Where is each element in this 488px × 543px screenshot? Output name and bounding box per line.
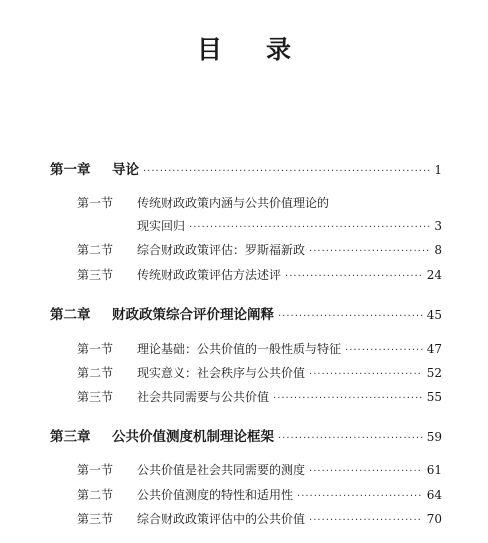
page-number: 55 (426, 390, 442, 404)
section-label: 第二节 (77, 366, 114, 380)
dot-leader (278, 433, 423, 444)
page-number: 24 (426, 268, 442, 282)
section-title: 理论基础：公共价值的一般性质与特征 (137, 342, 342, 356)
section-entry[interactable] (77, 194, 442, 211)
page-number: 52 (426, 366, 442, 380)
dot-leader (309, 466, 423, 477)
chapter-label: 第一章 (50, 162, 91, 178)
page-number: 64 (426, 488, 442, 502)
chapter-label: 第三章 (50, 429, 91, 445)
section-title: 现实意义：社会秩序与公共价值 (137, 366, 306, 380)
page-number: 61 (426, 463, 442, 477)
section-title: 公共价值测度的特性和适用性 (137, 488, 294, 502)
section-title: 传统财政政策评估方法述评 (137, 268, 282, 282)
dot-leader (278, 311, 423, 322)
toc-title-char-2: 录 (266, 35, 292, 64)
section-title: 综合财政政策评估中的公共价值 (137, 512, 306, 526)
section-entry[interactable] (77, 241, 442, 258)
chapter-entry[interactable] (50, 425, 442, 445)
chapter-label: 第二章 (50, 307, 91, 323)
section-entry[interactable] (77, 461, 442, 478)
page-number: 47 (426, 342, 442, 356)
section-label: 第一节 (77, 463, 114, 477)
section-label: 第一节 (77, 342, 114, 356)
dot-leader (309, 515, 423, 526)
dot-leader (309, 369, 423, 380)
dot-leader (297, 491, 423, 502)
section-title: 社会共同需要与公共价值 (137, 390, 270, 404)
chapter-title: 财政政策综合评价理论阐释 (112, 307, 274, 323)
dot-leader (273, 393, 423, 404)
section-entry-continuation[interactable] (137, 217, 442, 234)
section-title: 公共价值是社会共同需要的测度 (137, 463, 306, 477)
page-number: 59 (426, 430, 442, 444)
chapter-title: 公共价值测度机制理论框架 (112, 429, 274, 445)
section-entry[interactable] (77, 364, 442, 381)
section-entry[interactable] (77, 340, 442, 357)
section-title: 传统财政政策内涵与公共价值理论的 (137, 196, 330, 210)
section-entry[interactable] (77, 510, 442, 527)
dot-leader (309, 246, 430, 257)
page-number: 8 (434, 243, 442, 257)
page-number: 1 (434, 163, 442, 177)
chapter-entry[interactable] (50, 158, 442, 178)
page-number: 3 (434, 219, 442, 233)
toc-title (0, 30, 488, 66)
section-label: 第三节 (77, 390, 114, 404)
section-label: 第三节 (77, 268, 114, 282)
dot-leader (189, 222, 430, 233)
section-title-continuation: 现实回归 (137, 219, 186, 233)
dot-leader (285, 271, 423, 282)
section-label: 第一节 (77, 196, 114, 210)
section-title: 综合财政政策评估：罗斯福新政 (137, 243, 306, 257)
dot-leader (345, 345, 423, 356)
toc-title-char-1: 目 (196, 35, 222, 64)
section-entry[interactable] (77, 388, 442, 405)
page-number: 45 (426, 308, 442, 322)
section-entry[interactable] (77, 266, 442, 283)
chapter-entry[interactable] (50, 303, 442, 323)
section-label: 第三节 (77, 512, 114, 526)
section-entry[interactable] (77, 486, 442, 503)
section-label: 第二节 (77, 243, 114, 257)
dot-leader (143, 166, 430, 177)
chapter-title: 导论 (112, 162, 139, 178)
page-number: 70 (426, 512, 442, 526)
section-label: 第二节 (77, 488, 114, 502)
